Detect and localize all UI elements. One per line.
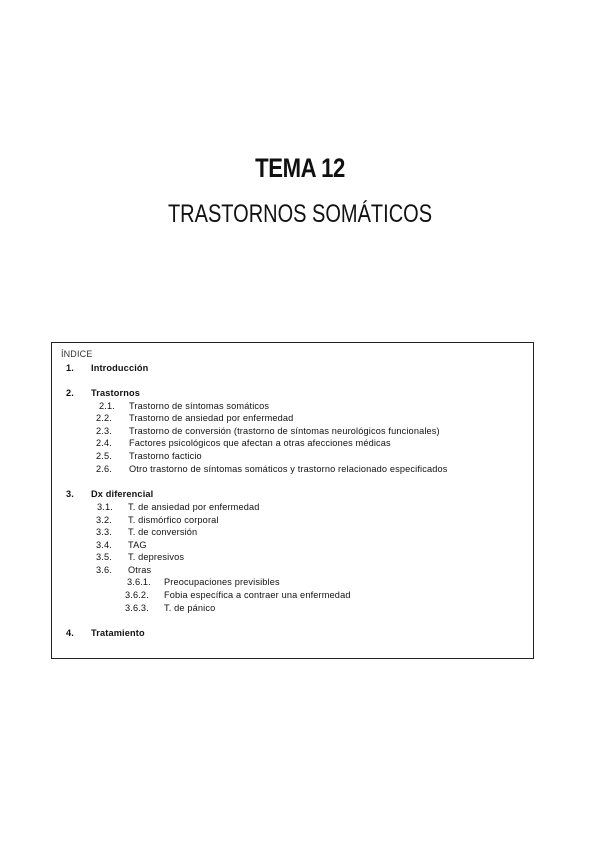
item-number: 2.2. — [96, 413, 112, 423]
section-number: 3. — [66, 489, 74, 499]
section-label-tratamiento[interactable]: Tratamiento — [91, 628, 145, 638]
index-item[interactable]: Otro trastorno de síntomas somáticos y trastorno relacionado especificados — [129, 464, 448, 474]
document-title: TEMA 12 — [255, 153, 345, 183]
index-subitem[interactable]: Fobia específica a contraer una enfermedad — [164, 590, 351, 600]
index-item[interactable]: Trastorno de conversión (trastorno de síntomas neurológicos funcionales) — [129, 426, 440, 436]
section-label-trastornos[interactable]: Trastornos — [91, 388, 140, 398]
item-number: 3.2. — [96, 515, 112, 525]
item-number: 3.6. — [96, 565, 112, 575]
item-number: 2.3. — [96, 426, 112, 436]
item-number: 2.5. — [96, 451, 112, 461]
subitem-number: 3.6.2. — [125, 590, 149, 600]
index-item[interactable]: T. dismórfico corporal — [128, 515, 219, 525]
index-item[interactable]: TAG — [128, 540, 147, 550]
index-box — [51, 342, 534, 659]
subitem-number: 3.6.3. — [125, 603, 149, 613]
item-number: 2.4. — [96, 438, 112, 448]
item-number: 3.4. — [96, 540, 112, 550]
index-subitem[interactable]: T. de pánico — [164, 603, 216, 613]
index-heading: ÍNDICE — [61, 349, 93, 359]
index-subitem[interactable]: Preocupaciones previsibles — [164, 577, 280, 587]
index-item[interactable]: Trastorno de ansiedad por enfermedad — [129, 413, 294, 423]
section-number: 4. — [66, 628, 74, 638]
item-number: 3.1. — [97, 502, 113, 512]
item-number: 2.1. — [99, 401, 115, 411]
section-label-introduccion[interactable]: Introducción — [91, 363, 149, 373]
index-item[interactable]: Trastorno de síntomas somáticos — [129, 401, 270, 411]
subitem-number: 3.6.1. — [127, 577, 151, 587]
index-item[interactable]: Factores psicológicos que afectan a otras afecciones médicas — [129, 438, 391, 448]
item-number: 3.5. — [96, 552, 112, 562]
index-item[interactable]: T. de ansiedad por enfermedad — [128, 502, 260, 512]
index-item[interactable]: T. depresivos — [128, 552, 185, 562]
index-item[interactable]: T. de conversión — [128, 527, 198, 537]
item-number: 3.3. — [96, 527, 112, 537]
section-number: 2. — [66, 388, 74, 398]
index-item[interactable]: Otras — [128, 565, 152, 575]
index-item[interactable]: Trastorno facticio — [129, 451, 202, 461]
document-subtitle: TRASTORNOS SOMÁTICOS — [167, 200, 433, 228]
section-label-dx-diferencial[interactable]: Dx diferencial — [91, 489, 154, 499]
section-number: 1. — [66, 363, 74, 373]
item-number: 2.6. — [96, 464, 112, 474]
